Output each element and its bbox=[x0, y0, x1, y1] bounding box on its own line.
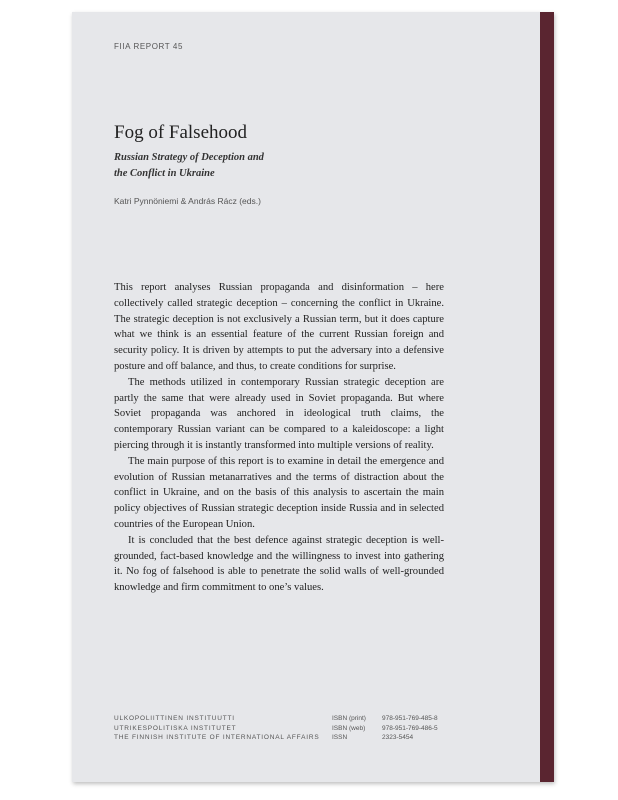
abstract bbox=[114, 280, 444, 596]
identifier-value: 978-951-769-486-5 bbox=[382, 724, 438, 732]
identifier-row bbox=[332, 724, 438, 734]
institute-name: THE FINNISH INSTITUTE OF INTERNATIONAL AFFAIRS bbox=[114, 734, 320, 741]
identifier-label: ISBN (print) bbox=[332, 715, 366, 722]
abstract-paragraph: It is concluded that the best defence against strategic deception is well-grounded, fact-based knowledge and the willingness to invest into gathering it. No fog of falsehood is able to penetrate the solid walls of well-grounded knowledge and firm commitment to one’s values. bbox=[114, 534, 444, 594]
series-label: FIIA REPORT 45 bbox=[114, 42, 184, 51]
identifier-label: ISSN bbox=[332, 734, 348, 741]
identifier-value: 978-951-769-485-8 bbox=[382, 715, 438, 722]
book-subtitle bbox=[114, 150, 264, 182]
book-title: Fog of Falsehood bbox=[114, 122, 247, 143]
book-spine-edge bbox=[540, 12, 554, 782]
identifier-value: 2323-5454 bbox=[382, 734, 414, 741]
identifiers bbox=[332, 714, 438, 743]
identifier-row bbox=[332, 733, 438, 743]
institute-names bbox=[114, 714, 319, 743]
subtitle-line: the Conflict in Ukraine bbox=[114, 168, 215, 179]
institute-name: UTRIKESPOLITISKA INSTITUTET bbox=[114, 724, 237, 732]
abstract-paragraph: The methods utilized in contemporary Russian strategic deception are partly the same that were already used in Soviet propaganda. But where Soviet propaganda was anchored in ideological truth claims, the contemporary Russian variant can be compared to a kaleidoscope: a light piercing through it is instantly transformed into multiple versions of reality. bbox=[114, 376, 444, 451]
editors: Katri Pynnöniemi & András Rácz (eds.) bbox=[114, 196, 261, 206]
subtitle-line: Russian Strategy of Deception and bbox=[114, 152, 264, 163]
identifier-row bbox=[332, 714, 438, 724]
identifier-label: ISBN (web) bbox=[332, 724, 366, 732]
institute-name: ULKOPOLIITTINEN INSTITUUTTI bbox=[114, 715, 235, 722]
abstract-paragraph: This report analyses Russian propaganda and disinformation – here collectively called strategic deception – concerning the conflict in Ukraine. The strategic deception is not exclusively a Russian term, but it does capture what we think is an essential feature of the current Russian foreign and security policy. It is driven by attempts to put the adversary into a defensive posture and off balance, and thus, to create conditions for surprise. bbox=[114, 282, 444, 372]
back-cover bbox=[72, 12, 554, 782]
abstract-paragraph: The main purpose of this report is to examine in detail the emergence and evolution of Russian metanarratives and the terms of distraction about the conflict in Ukraine, and on the basis of this analysis to ascertain the main policy objectives of Russian strategic deception inside Russia and in selected countries of the European Union. bbox=[114, 455, 444, 530]
